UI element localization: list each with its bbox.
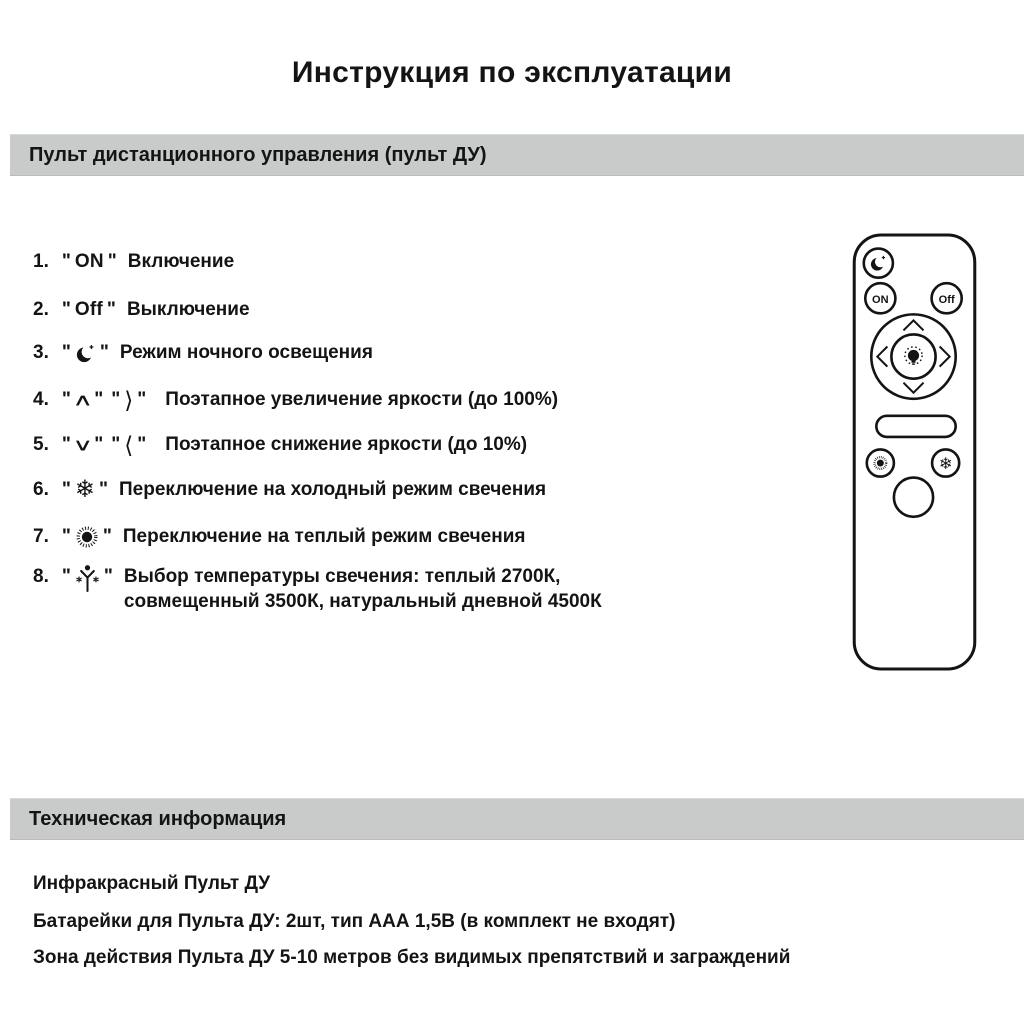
snowflake-icon: ❄ xyxy=(74,476,95,503)
chevron-down-icon: ∨ xyxy=(72,435,93,455)
tech-info-line: Зона действия Пульта ДУ 5-10 метров без видимых препятствий и заграждений xyxy=(33,947,791,968)
page-title: Инструкция по эксплуатации xyxy=(291,56,733,89)
list-item-4 xyxy=(33,384,558,416)
list-item-1 xyxy=(33,246,234,278)
item-description xyxy=(124,564,602,614)
item-number: 2. xyxy=(33,299,49,320)
quote-mark: " xyxy=(111,389,121,410)
item-description-line1: Выбор температуры свечения: теплый 2700К, xyxy=(123,566,561,587)
item-description: Переключение на холодный режим свечения xyxy=(119,479,547,500)
quote-mark: " xyxy=(61,479,71,500)
list-item-6 xyxy=(33,474,546,506)
quote-mark: " xyxy=(106,299,116,320)
quote-mark: " xyxy=(61,251,71,272)
list-item-3 xyxy=(33,337,373,369)
off-button-label: Off xyxy=(74,299,103,320)
section-header-tech xyxy=(10,798,1024,840)
list-item-2 xyxy=(33,294,250,326)
item-number: 3. xyxy=(33,342,49,363)
quote-mark: " xyxy=(61,566,71,587)
item-number: 1. xyxy=(33,251,49,272)
item-number: 7. xyxy=(33,526,49,547)
item-description: Режим ночного освещения xyxy=(119,342,373,363)
remote-pill-button xyxy=(876,416,955,437)
quote-mark: " xyxy=(107,251,117,272)
remote-off-label: Off xyxy=(938,293,955,306)
item-number: 4. xyxy=(33,389,49,410)
tech-info-line: Инфракрасный Пульт ДУ xyxy=(33,873,271,894)
section-header-remote-label: Пульт дистанционного управления (пульт ДУ) xyxy=(29,143,487,166)
sun-icon xyxy=(75,525,99,549)
item-description-line2: совмещенный 3500К, натуральный дневной 4500К xyxy=(123,591,602,612)
quote-mark: " xyxy=(102,526,112,547)
moon-icon xyxy=(75,343,96,364)
quote-mark: " xyxy=(111,434,121,455)
remote-on-label: ON xyxy=(872,293,889,306)
section-header-tech-label: Техническая информация xyxy=(29,807,287,830)
quote-mark: " xyxy=(61,434,71,455)
item-description: Переключение на теплый режим свечения xyxy=(122,526,526,547)
item-description: Поэтапное увеличение яркости (до 100%) xyxy=(165,389,559,410)
angle-right-icon: ⟩ xyxy=(124,386,134,413)
item-description: Поэтапное снижение яркости (до 10%) xyxy=(165,434,528,455)
item-number: 8. xyxy=(33,566,49,587)
quote-mark: " xyxy=(137,434,147,455)
item-description: Выключение xyxy=(126,299,250,320)
quote-mark: " xyxy=(61,299,71,320)
quote-mark: " xyxy=(61,342,71,363)
item-number: 5. xyxy=(33,434,49,455)
quote-mark: " xyxy=(94,434,104,455)
item-number: 6. xyxy=(33,479,49,500)
list-item-8 xyxy=(33,564,602,614)
angle-left-icon: ⟨ xyxy=(124,431,134,458)
remote-bottom-button xyxy=(894,478,933,517)
list-item-7 xyxy=(33,521,525,553)
tech-info-line: Батарейки для Пульта ДУ: 2шт, тип ААА 1,5В (в комплект не входят) xyxy=(33,911,676,932)
snowflake-icon: ❄ xyxy=(938,453,953,473)
quote-mark: " xyxy=(98,479,108,500)
quote-mark: " xyxy=(99,342,109,363)
remote-illustration xyxy=(852,233,977,671)
quote-mark: " xyxy=(61,526,71,547)
quote-mark: " xyxy=(137,389,147,410)
quote-mark: " xyxy=(103,566,113,587)
on-button-label: ON xyxy=(74,251,104,272)
item-description: Включение xyxy=(127,251,235,272)
section-header-remote xyxy=(10,134,1024,176)
quote-mark: " xyxy=(94,389,104,410)
chevron-up-icon: ∧ xyxy=(72,390,93,410)
temp-select-icon xyxy=(75,564,100,593)
quote-mark: " xyxy=(61,389,71,410)
list-item-5 xyxy=(33,429,527,461)
